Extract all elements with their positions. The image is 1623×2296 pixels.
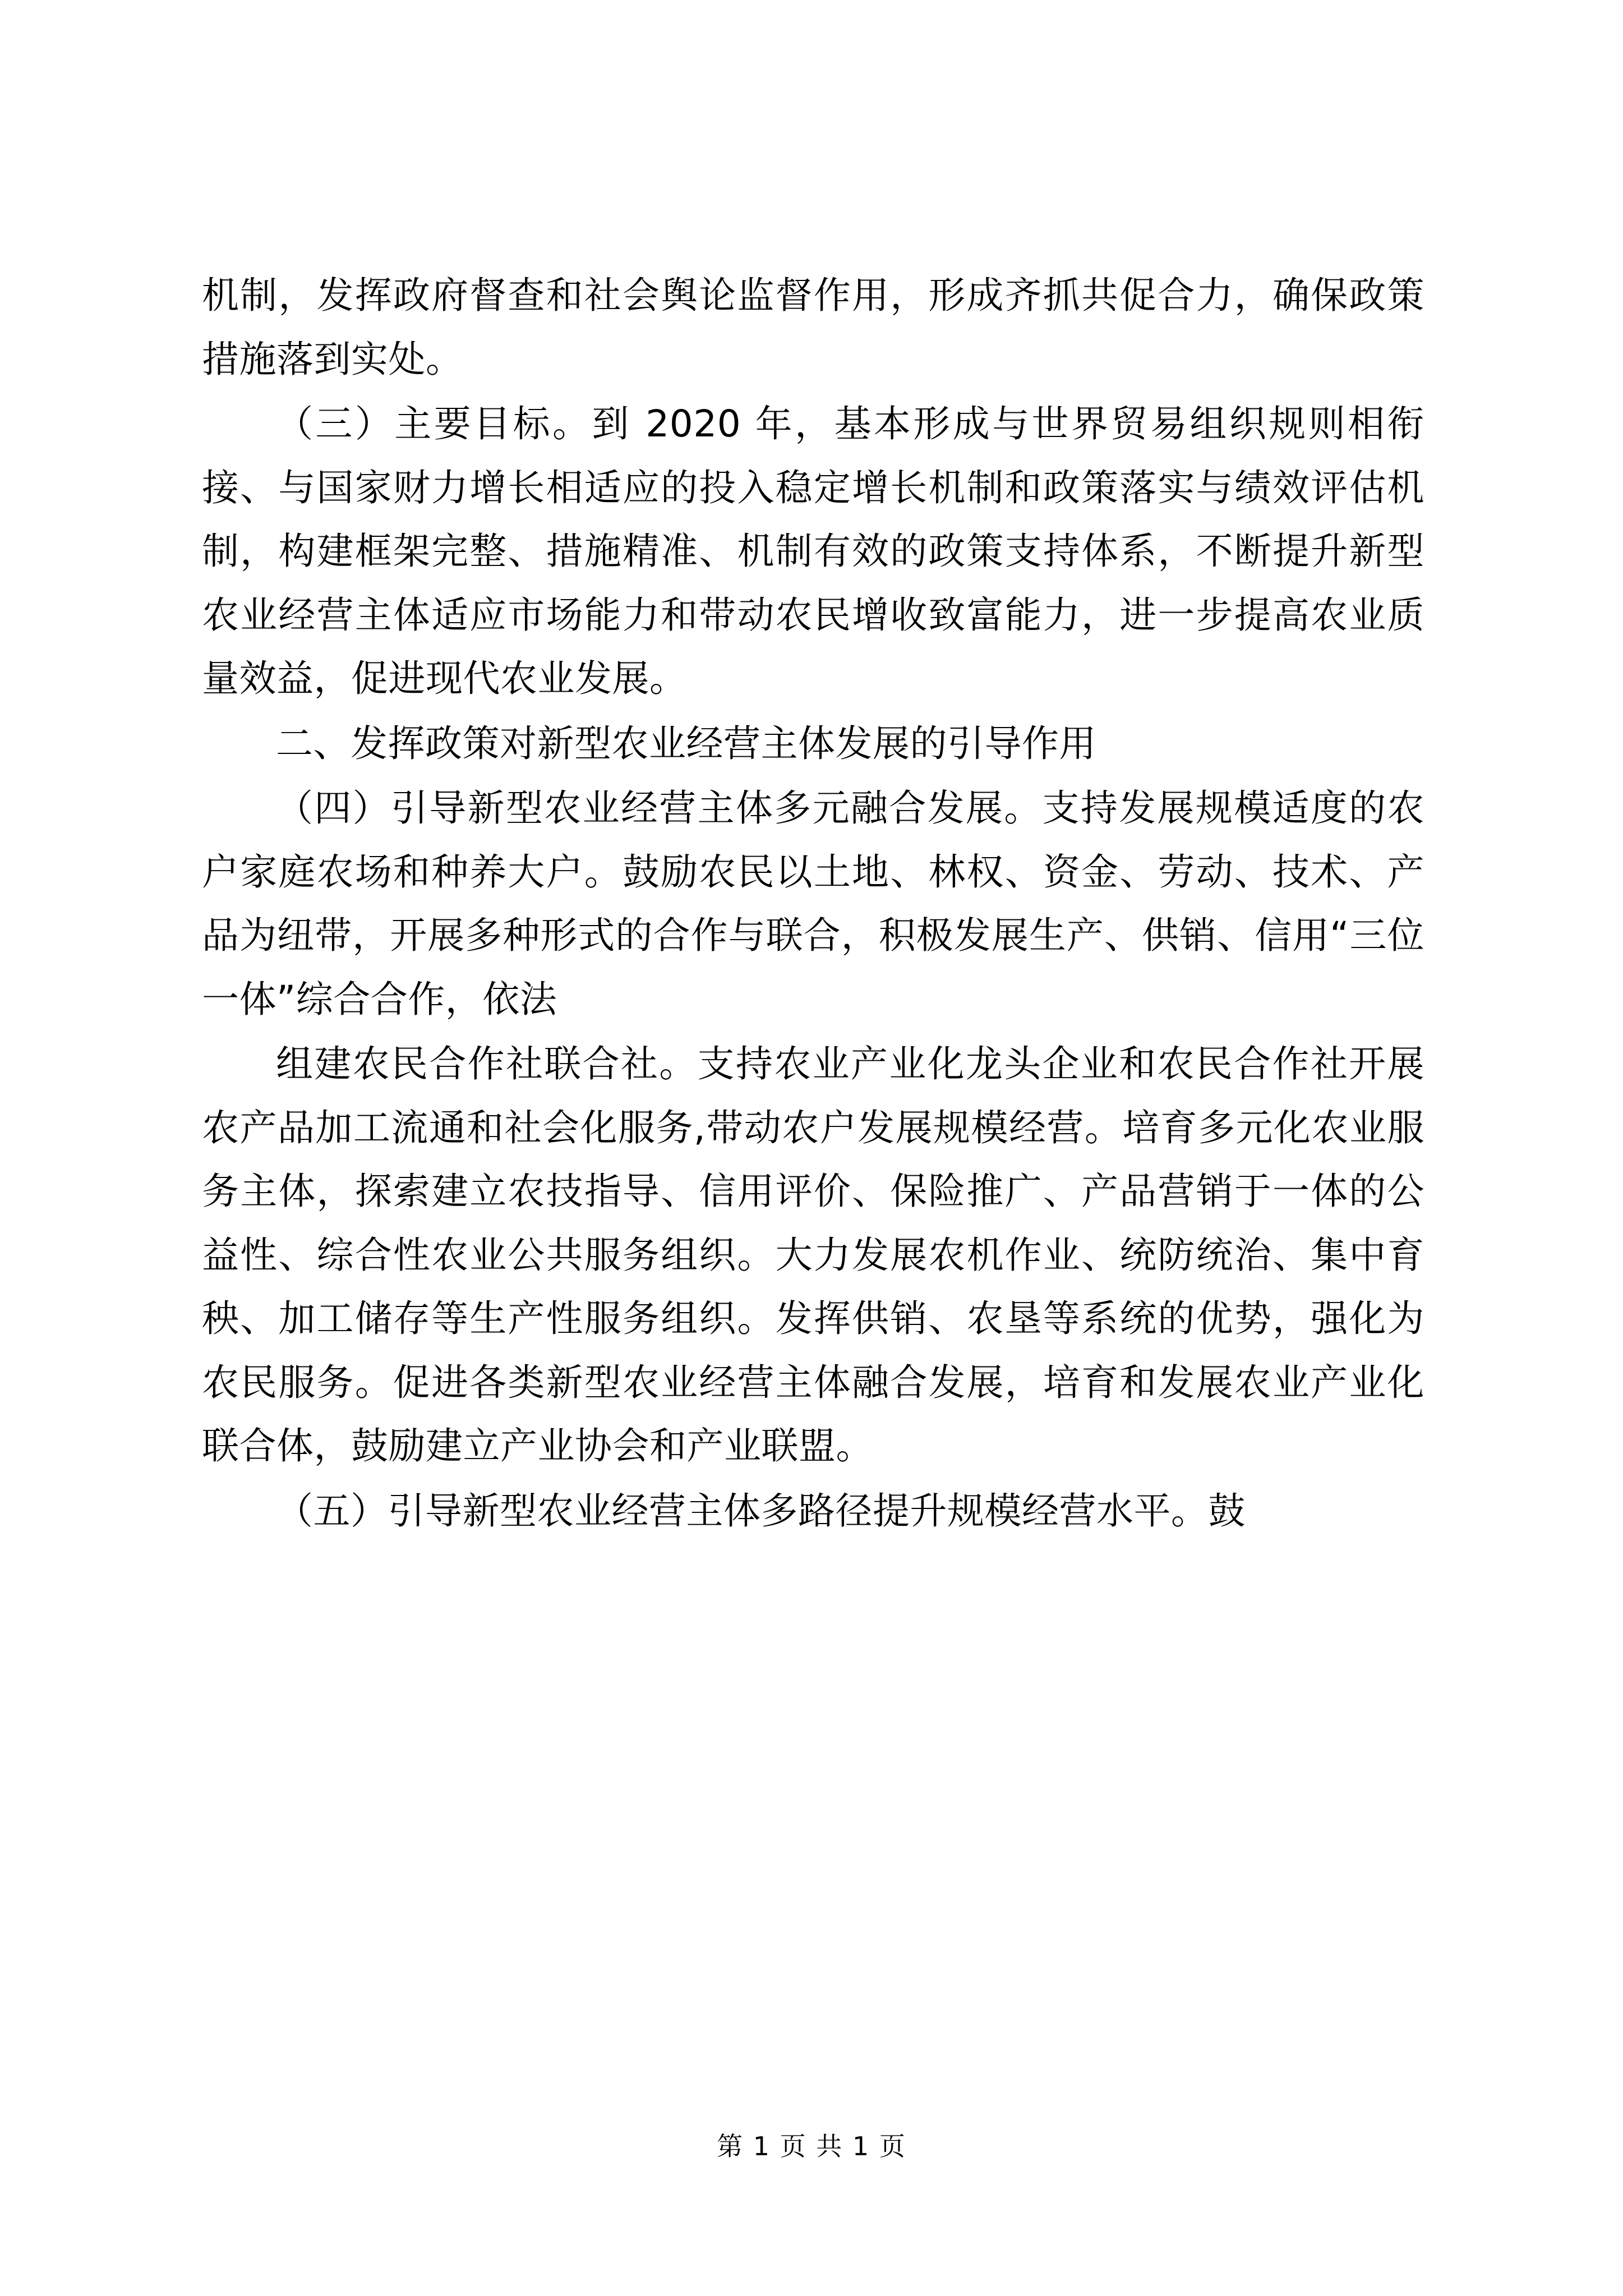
paragraph: （四）引导新型农业经营主体多元融合发展。支持发展规模适度的农户家庭农场和种养大户。鼓励农民以土地、林权、资金、劳动、技术、产品为纽带，开展多种形式的合作与联合，积极发展生产、供销、信用“三位一体”综合合作，依法 bbox=[202, 786, 1424, 1021]
page-footer: 第 1 页 共 1 页 bbox=[717, 2131, 906, 2161]
paragraph: 机制，发挥政府督查和社会舆论监督作用，形成齐抓共促合力，确保政策措施落到实处。 bbox=[202, 274, 1424, 381]
paragraph: （五）引导新型农业经营主体多路径提升规模经营水平。鼓 bbox=[276, 1489, 1246, 1533]
section-heading: 二、发挥政策对新型农业经营主体发展的引导作用 bbox=[276, 721, 1096, 765]
paragraph: （三）主要目标。到 2020 年，基本形成与世界贸易组织规则相衔接、与国家财力增长相适应的投入稳定增长机制和政策落实与绩效评估机制，构建框架完整、措施精准、机制有效的政策支持体系，不断提升新型农业经营主体适应市场能力和带动农民增收致富能力，进一步提高农业质量效益，促进现代农业发展。 bbox=[202, 402, 1424, 701]
document-body bbox=[202, 264, 1424, 1544]
paragraph: 组建农民合作社联合社。支持农业产业化龙头企业和农民合作社开展农产品加工流通和社会化服务,带动农户发展规模经营。培育多元化农业服务主体，探索建立农技指导、信用评价、保险推广、产品营销于一体的公益性、综合性农业公共服务组织。大力发展农机作业、统防统治、集中育秧、加工储存等生产性服务组织。发挥供销、农垦等系统的优势，强化为农民服务。促进各类新型农业经营主体融合发展，培育和发展农业产业化联合体，鼓励建立产业协会和产业联盟。 bbox=[202, 1042, 1424, 1468]
